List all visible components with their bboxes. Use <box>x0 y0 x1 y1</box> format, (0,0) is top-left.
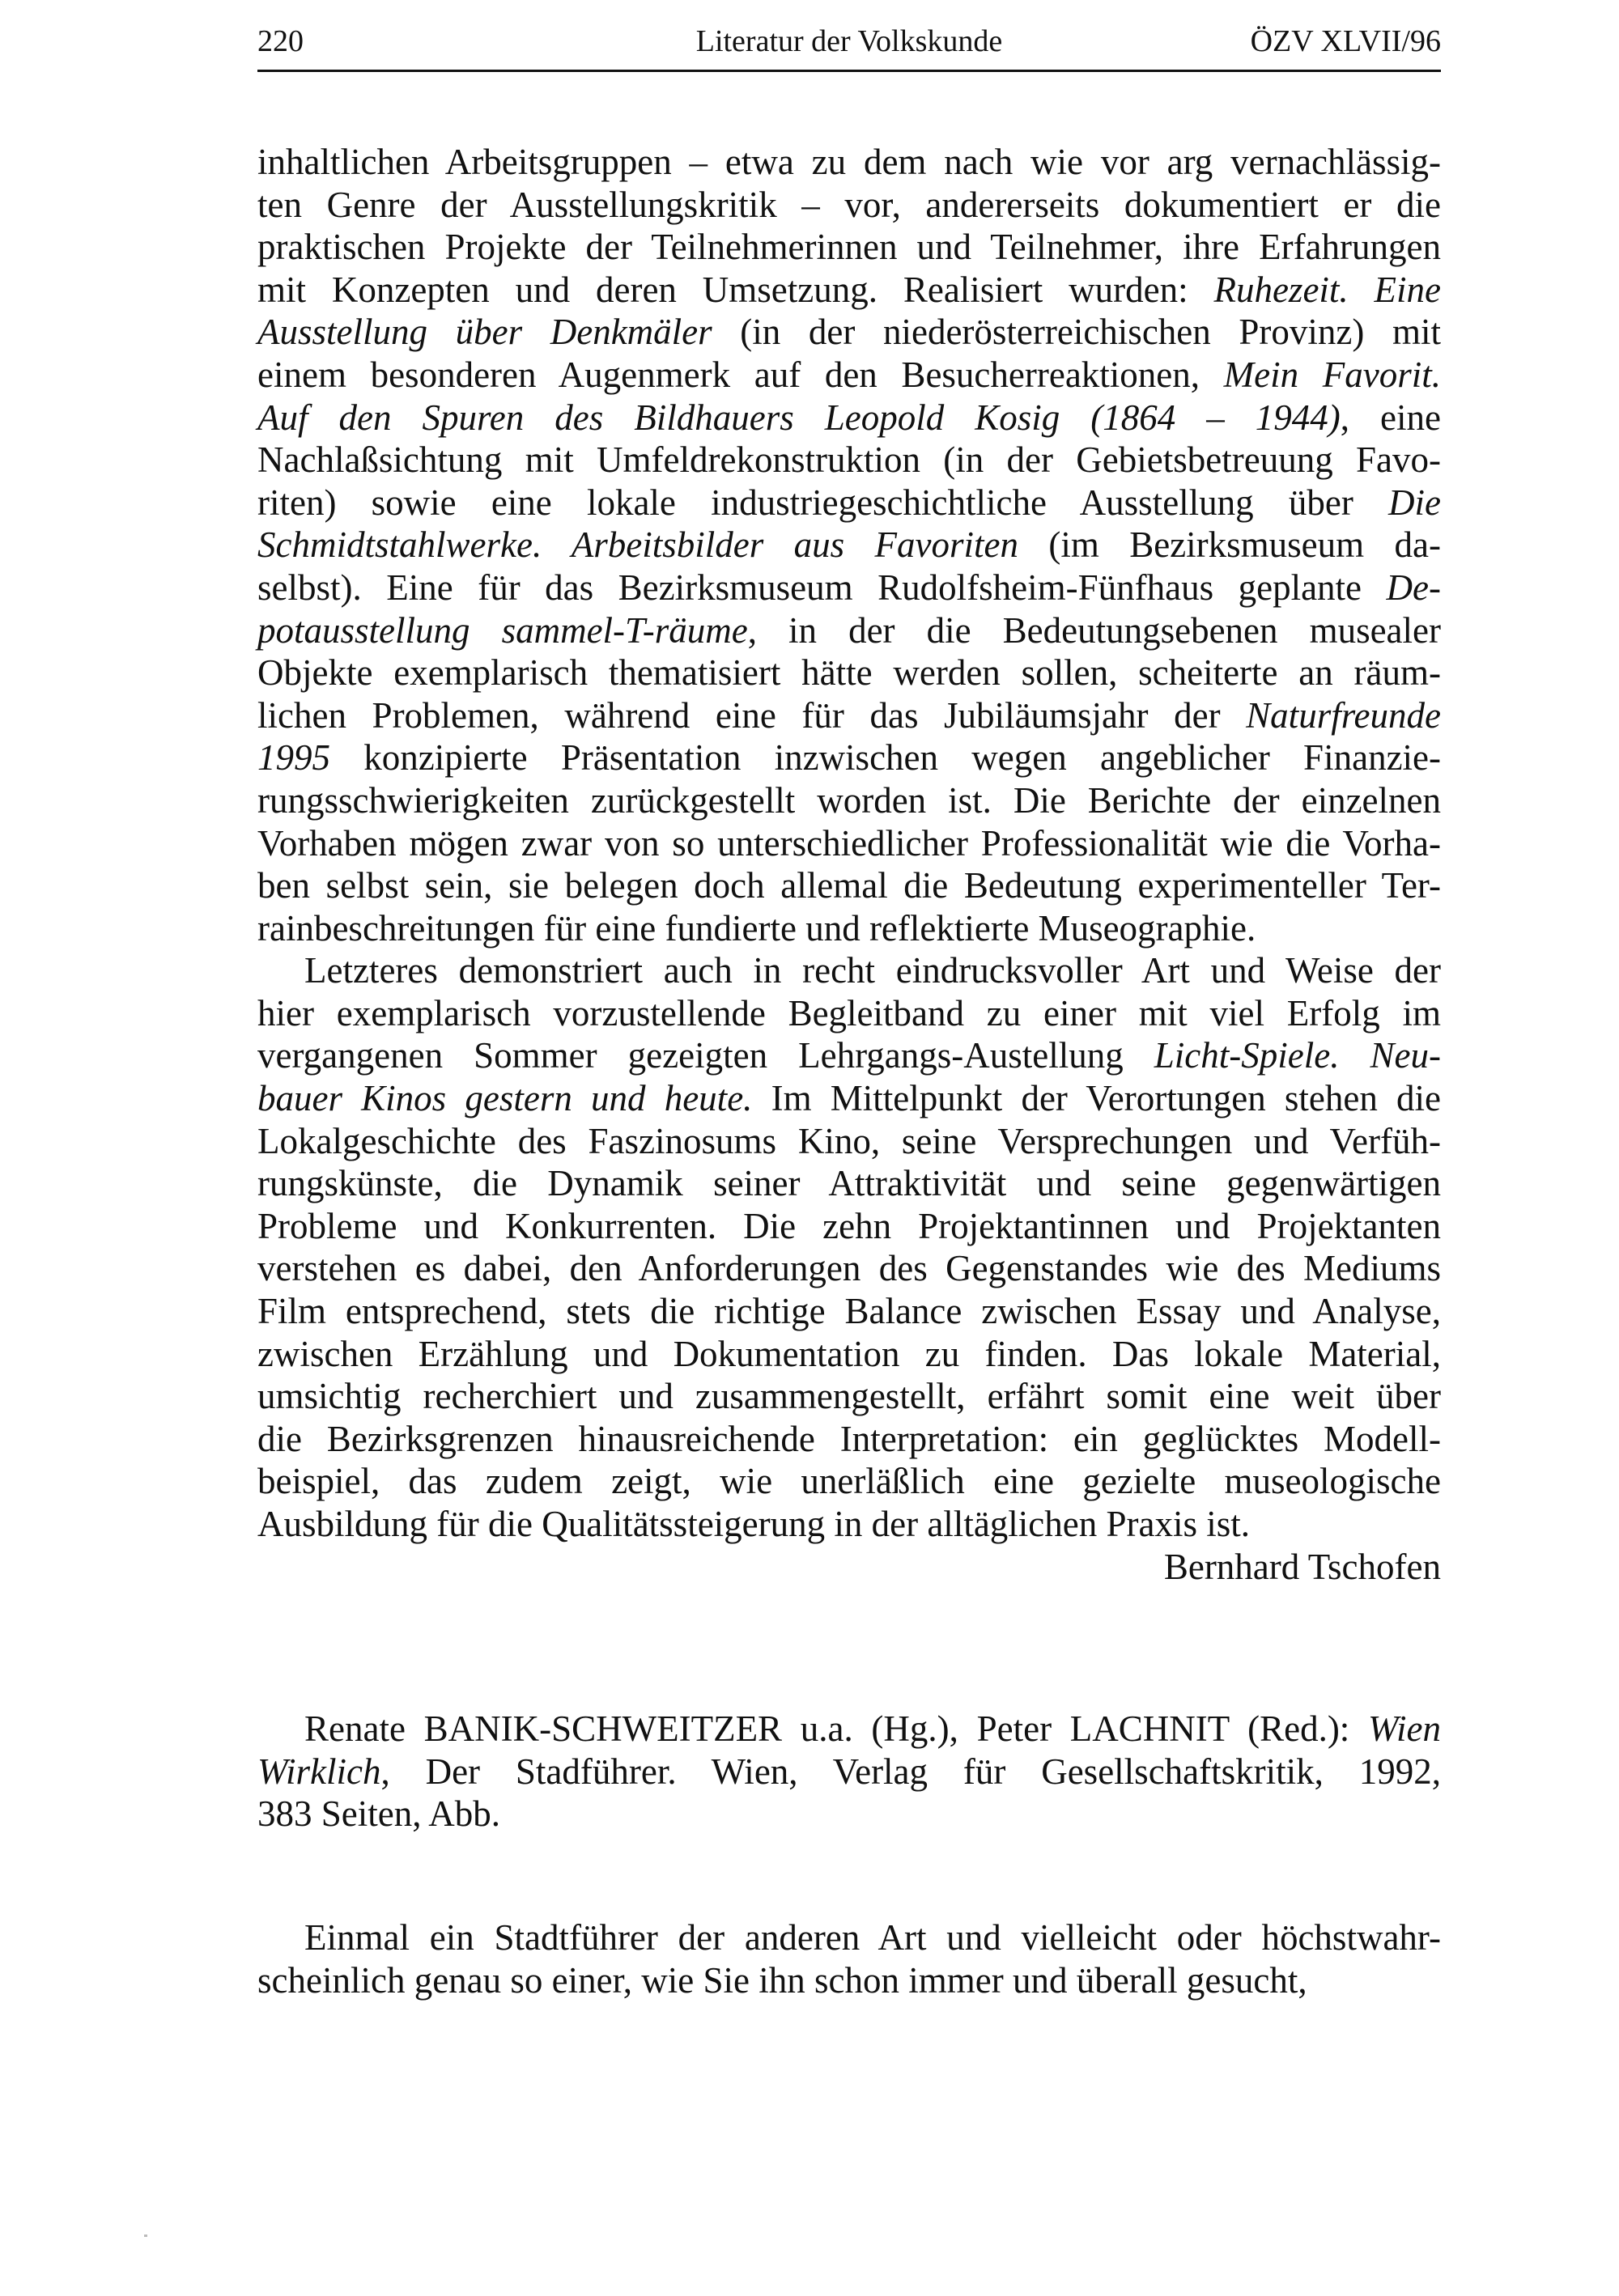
text-line <box>257 1205 1441 1248</box>
text-line <box>257 651 1441 694</box>
header-rule <box>257 70 1441 72</box>
review1-paragraph2 <box>257 949 1441 1545</box>
text-run: die Bezirksgrenzen hinausreichende Interpretation: ein geglücktes Modell- <box>257 1418 1441 1459</box>
text-run: praktischen Projekte der Teilnehmerinnen und Teilnehmer, ihre Erfahrungen <box>257 227 1441 268</box>
scan-speck <box>144 2234 147 2237</box>
text-run: lichen Problemen, während eine für das Jubiläumsjahr der <box>257 694 1247 736</box>
italic-title: De- <box>1386 567 1441 608</box>
text-run: rungskünste, die Dynamik seiner Attraktivität und seine gegenwärtigen <box>257 1163 1441 1204</box>
italic-title: Mein Favorit. <box>1223 354 1441 395</box>
review2-paragraph1 <box>257 1916 1441 2001</box>
text-run: ben selbst sein, sie belegen doch allemal die Bedeutung experimenteller Ter- <box>257 865 1441 906</box>
text-line <box>257 1375 1441 1418</box>
italic-title: Wirklich <box>257 1751 381 1792</box>
text-run: Im Mittelpunkt der Verortungen stehen die <box>752 1078 1442 1119</box>
text-line <box>257 1077 1441 1120</box>
text-line <box>257 354 1441 397</box>
text-line <box>257 1162 1441 1205</box>
italic-title: Ausstellung über Denkmäler <box>257 312 712 353</box>
text-run: 383 Seiten, Abb. <box>257 1793 500 1835</box>
running-title: Literatur der Volkskunde <box>695 24 1003 58</box>
italic-title: Auf den Spuren des Bildhauers Leopold Kosig (1864 – 1944) <box>257 397 1341 438</box>
text-run: umsichtig recherchiert und zusammengestellt, erfährt somit eine weit über <box>257 1376 1441 1417</box>
text-run: Film entsprechend, stets die richtige Balance zwischen Essay und Analyse, <box>257 1291 1441 1332</box>
text-line <box>257 1333 1441 1376</box>
page-body <box>257 141 1441 2001</box>
text-line <box>257 949 1441 992</box>
text-line <box>257 1418 1441 1461</box>
text-line <box>257 907 1441 950</box>
text-run: beispiel, das zudem zeigt, wie unerläßlich eine gezielte museologische <box>257 1461 1441 1502</box>
text-run: (im Bezirksmuseum da- <box>1018 524 1441 566</box>
text-line <box>257 567 1441 609</box>
text-run: Nachlaßsichtung mit Umfeldrekonstruktion (in der Gebietsbetreuung Favo- <box>257 439 1441 481</box>
text-line <box>257 141 1441 184</box>
italic-title: Licht-Spiele. Neu- <box>1154 1035 1442 1076</box>
text-line <box>257 864 1441 907</box>
text-run: , Der Stadführer. Wien, Verlag für Gesellschaftskritik, 1992, <box>380 1751 1441 1792</box>
text-run: riten) sowie eine lokale industriegeschichtliche Ausstellung über <box>257 482 1389 523</box>
text-line <box>257 1916 1441 1959</box>
text-line <box>257 482 1441 524</box>
text-run: , in der die Bedeutungsebenen musealer <box>747 609 1441 651</box>
text-run: mit Konzepten und deren Umsetzung. Realisiert wurden: <box>257 269 1214 310</box>
text-line <box>257 184 1441 227</box>
review1-paragraph1 <box>257 141 1441 949</box>
text-run: ten Genre der Ausstellungskritik – vor, andererseits dokumentiert er die <box>257 184 1441 225</box>
italic-title: potausstellung sammel-T-räume <box>257 609 748 651</box>
section-gap <box>257 1836 1441 1916</box>
italic-title: Die <box>1388 482 1441 523</box>
text-run: selbst). Eine für das Bezirksmuseum Rudolfsheim-Fünfhaus geplante <box>257 567 1387 608</box>
text-run: rainbeschreitungen für eine fundierte und reflektierte Museographie. <box>257 907 1256 949</box>
text-line <box>257 1959 1441 2002</box>
text-run: Lokalgeschichte des Faszinosums Kino, seine Versprechungen und Verfüh- <box>257 1120 1441 1161</box>
text-run: einem besonderen Augenmerk auf den Besucherreaktionen, <box>257 354 1224 395</box>
text-run: Probleme und Konkurrenten. Die zehn Projektantinnen und Projektanten <box>257 1205 1441 1246</box>
text-line <box>257 1034 1441 1077</box>
text-run: Letzteres demonstriert auch in recht eindrucksvoller Art und Weise der <box>304 950 1441 991</box>
italic-title: Naturfreunde <box>1246 694 1441 736</box>
text-line <box>257 694 1441 737</box>
text-line <box>257 1120 1441 1163</box>
text-run: scheinlich genau so einer, wie Sie ihn schon immer und überall gesucht, <box>257 1959 1307 2001</box>
text-line <box>257 226 1441 269</box>
text-run: Renate BANIK-SCHWEITZER u.a. (Hg.), Peter LACHNIT (Red.): <box>304 1708 1369 1750</box>
text-line <box>257 1793 1441 1836</box>
text-line <box>257 1290 1441 1333</box>
text-run: Einmal ein Stadtführer der anderen Art und vielleicht oder höchstwahr- <box>304 1916 1441 1958</box>
text-run: , eine <box>1340 397 1441 438</box>
text-line <box>257 311 1441 354</box>
text-line <box>257 1708 1441 1751</box>
text-line <box>257 992 1441 1035</box>
text-run: verstehen es dabei, den Anforderungen des Gegenstandes wie des Mediums <box>257 1248 1441 1289</box>
text-run: Vorhaben mögen zwar von so unterschiedlicher Professionalität wie die Vorha- <box>257 822 1441 864</box>
text-run: zwischen Erzählung und Dokumentation zu finden. Das lokale Material, <box>257 1333 1441 1374</box>
page-number: 220 <box>257 24 304 58</box>
review2-citation <box>257 1708 1441 1836</box>
text-run: vergangenen Sommer gezeigten Lehrgangs-Austellung <box>257 1035 1154 1076</box>
text-line <box>257 269 1441 312</box>
review-author: Bernhard Tschofen <box>1163 1546 1441 1587</box>
text-run: inhaltlichen Arbeitsgruppen – etwa zu dem nach wie vor arg vernachlässig- <box>257 142 1441 182</box>
italic-title: Wien <box>1368 1708 1441 1750</box>
text-line <box>257 439 1441 482</box>
text-line <box>257 1751 1441 1793</box>
text-line <box>257 609 1441 652</box>
text-run: Objekte exemplarisch thematisiert hätte werden sollen, scheiterte an räum- <box>257 652 1441 694</box>
section-gap <box>257 1588 1441 1708</box>
text-line <box>257 779 1441 822</box>
text-line <box>257 1460 1441 1503</box>
text-line <box>257 736 1441 779</box>
journal-volume: ÖZV XLVII/96 <box>1250 24 1441 58</box>
running-header <box>257 24 1441 58</box>
italic-title: Ruhezeit. Eine <box>1213 269 1441 310</box>
text-run: konzipierte Präsentation inzwischen wegen angeblicher Finanzie- <box>330 737 1441 779</box>
text-run: (in der niederösterreichischen Provinz) mit <box>712 312 1441 353</box>
text-line <box>257 822 1441 865</box>
text-run: rungsschwierigkeiten zurückgestellt worden ist. Die Berichte der einzelnen <box>257 779 1441 821</box>
text-line <box>257 1247 1441 1290</box>
text-run: hier exemplarisch vorzustellende Begleitband zu einer mit viel Erfolg im <box>257 992 1441 1033</box>
italic-title: Schmidtstahlwerke. Arbeitsbilder aus Favoriten <box>257 524 1018 566</box>
text-run: Ausbildung für die Qualitätssteigerung in der alltäglichen Praxis ist. <box>257 1504 1251 1544</box>
text-line <box>257 524 1441 567</box>
italic-title: bauer Kinos gestern und heute. <box>257 1078 753 1119</box>
text-line <box>257 397 1441 439</box>
text-line <box>257 1503 1441 1546</box>
italic-title: 1995 <box>257 737 330 779</box>
